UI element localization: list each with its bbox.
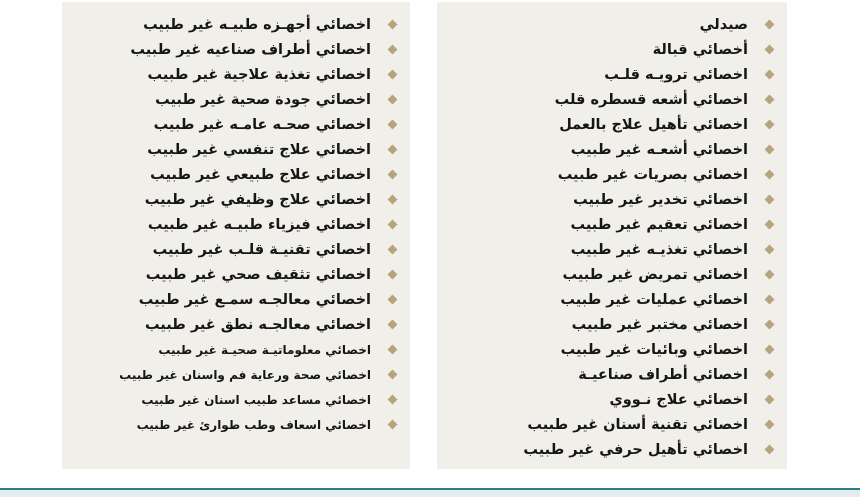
diamond-bullet-icon xyxy=(388,270,398,280)
list-item xyxy=(437,112,787,137)
specialty-text: اخصائي تثقيف صحي غير طبيب xyxy=(145,266,371,283)
list-item xyxy=(437,362,787,387)
diamond-bullet-icon xyxy=(388,170,398,180)
diamond-bullet-icon xyxy=(765,395,775,405)
diamond-bullet-icon xyxy=(765,370,775,380)
list-item xyxy=(437,312,787,337)
list-item xyxy=(437,337,787,362)
list-item xyxy=(62,237,410,262)
diamond-bullet-icon xyxy=(388,195,398,205)
list-item xyxy=(62,12,410,37)
list-item xyxy=(437,287,787,312)
diamond-bullet-icon xyxy=(765,170,775,180)
specialty-text: اخصائي أشعـه غير طبيب xyxy=(570,141,748,158)
list-item xyxy=(62,287,410,312)
right-column-panel xyxy=(437,2,787,469)
specialty-text: اخصائي تمريض غير طبيب xyxy=(562,266,748,283)
list-item xyxy=(62,112,410,137)
diamond-bullet-icon xyxy=(388,70,398,80)
bottom-divider xyxy=(0,488,860,497)
diamond-bullet-icon xyxy=(388,245,398,255)
list-item xyxy=(437,437,787,462)
specialty-text: اخصائي ترويـه قلـب xyxy=(604,66,748,83)
diamond-bullet-icon xyxy=(388,20,398,30)
specialty-text: اخصائي تخدير غير طبيب xyxy=(573,191,748,208)
specialty-text: اخصائي تغذية علاجية غير طبيب xyxy=(147,66,371,83)
list-item xyxy=(437,62,787,87)
specialty-text: اخصائي جودة صحية غير طبيب xyxy=(155,91,371,108)
specialty-text: أخصائي قبالة xyxy=(652,41,748,58)
diamond-bullet-icon xyxy=(388,345,398,355)
diamond-bullet-icon xyxy=(765,120,775,130)
specialty-text: اخصائي فيزياء طبيـه غير طبيب xyxy=(147,216,371,233)
diamond-bullet-icon xyxy=(765,445,775,455)
list-item xyxy=(62,62,410,87)
specialty-text: اخصائي تقنيـة قلـب غير طبيب xyxy=(152,241,371,258)
diamond-bullet-icon xyxy=(765,270,775,280)
list-item xyxy=(437,187,787,212)
diamond-bullet-icon xyxy=(388,120,398,130)
list-item xyxy=(437,12,787,37)
list-item xyxy=(437,262,787,287)
diamond-bullet-icon xyxy=(388,95,398,105)
specialty-text: اخصائي أطراف صناعيـة xyxy=(578,366,748,383)
diamond-bullet-icon xyxy=(765,420,775,430)
list-item xyxy=(62,87,410,112)
right-specialties-list xyxy=(437,12,787,462)
diamond-bullet-icon xyxy=(765,20,775,30)
left-specialties-list xyxy=(62,12,410,437)
list-item xyxy=(62,337,410,362)
diamond-bullet-icon xyxy=(388,420,398,430)
specialty-text: اخصائي مساعد طبيب اسنان غير طبيب xyxy=(141,392,371,407)
list-item xyxy=(437,37,787,62)
specialty-text: اخصائي مختبر غير طبيب xyxy=(571,316,748,333)
specialty-text: اخصائي أجهـزه طبيـه غير طبيب xyxy=(143,16,371,33)
list-item xyxy=(437,412,787,437)
specialty-text: اخصائي علاج تنفسي غير طبيب xyxy=(147,141,371,158)
list-item xyxy=(437,237,787,262)
specialty-text: اخصائي صحة ورعاية فم واسنان غير طبيب xyxy=(119,367,371,382)
specialty-text: اخصائي معلوماتيـة صحيـة غير طبيب xyxy=(158,342,371,357)
specialty-text: اخصائي بصريات غير طبيب xyxy=(557,166,748,183)
diamond-bullet-icon xyxy=(388,45,398,55)
list-item xyxy=(437,87,787,112)
list-item xyxy=(62,312,410,337)
diamond-bullet-icon xyxy=(765,70,775,80)
specialty-text: اخصائي علاج وظيفي غير طبيب xyxy=(144,191,371,208)
specialty-text: اخصائي أشعه قسطره قلب xyxy=(554,91,748,108)
list-item xyxy=(437,162,787,187)
list-item xyxy=(62,412,410,437)
diamond-bullet-icon xyxy=(388,370,398,380)
diamond-bullet-icon xyxy=(765,95,775,105)
diamond-bullet-icon xyxy=(388,320,398,330)
diamond-bullet-icon xyxy=(388,220,398,230)
list-item xyxy=(62,37,410,62)
specialty-text: اخصائي أطراف صناعيه غير طبيب xyxy=(130,41,371,58)
list-item xyxy=(62,162,410,187)
specialty-text: اخصائي صحـه عامـه غير طبيب xyxy=(153,116,371,133)
specialty-text: اخصائي معالجـه نطق غير طبيب xyxy=(144,316,371,333)
specialty-text: اخصائي تقنية أسنان غير طبيب xyxy=(527,416,748,433)
diamond-bullet-icon xyxy=(765,45,775,55)
specialty-text: اخصائي تأهيل حرفي غير طبيب xyxy=(523,441,748,458)
specialty-text: صيدلي xyxy=(699,16,748,33)
list-item xyxy=(437,387,787,412)
diamond-bullet-icon xyxy=(388,395,398,405)
list-item xyxy=(437,212,787,237)
specialty-text: اخصائي اسعاف وطب طوارئ غير طبيب xyxy=(136,417,371,432)
diamond-bullet-icon xyxy=(388,295,398,305)
diamond-bullet-icon xyxy=(765,295,775,305)
diamond-bullet-icon xyxy=(765,345,775,355)
left-column-panel xyxy=(62,2,410,469)
list-item xyxy=(62,387,410,412)
specialty-text: اخصائي تعقيم غير طبيب xyxy=(570,216,748,233)
diamond-bullet-icon xyxy=(765,245,775,255)
list-item xyxy=(62,362,410,387)
diamond-bullet-icon xyxy=(765,320,775,330)
list-item xyxy=(62,212,410,237)
list-item xyxy=(437,137,787,162)
diamond-bullet-icon xyxy=(765,220,775,230)
list-item xyxy=(62,137,410,162)
diamond-bullet-icon xyxy=(765,145,775,155)
list-item xyxy=(62,187,410,212)
specialty-text: اخصائي معالجـه سمـع غير طبيب xyxy=(138,291,371,308)
list-item xyxy=(62,262,410,287)
specialty-text: اخصائي عمليات غير طبيب xyxy=(560,291,748,308)
specialty-text: اخصائي وبائيات غير طبيب xyxy=(560,341,748,358)
diamond-bullet-icon xyxy=(388,145,398,155)
specialty-text: اخصائي تأهيل علاج بالعمل xyxy=(559,116,748,133)
specialty-text: اخصائي علاج نـووي xyxy=(609,391,748,408)
specialty-text: اخصائي علاج طبيعي غير طبيب xyxy=(150,166,371,183)
specialty-text: اخصائي تغذيـه غير طبيب xyxy=(570,241,748,258)
diamond-bullet-icon xyxy=(765,195,775,205)
